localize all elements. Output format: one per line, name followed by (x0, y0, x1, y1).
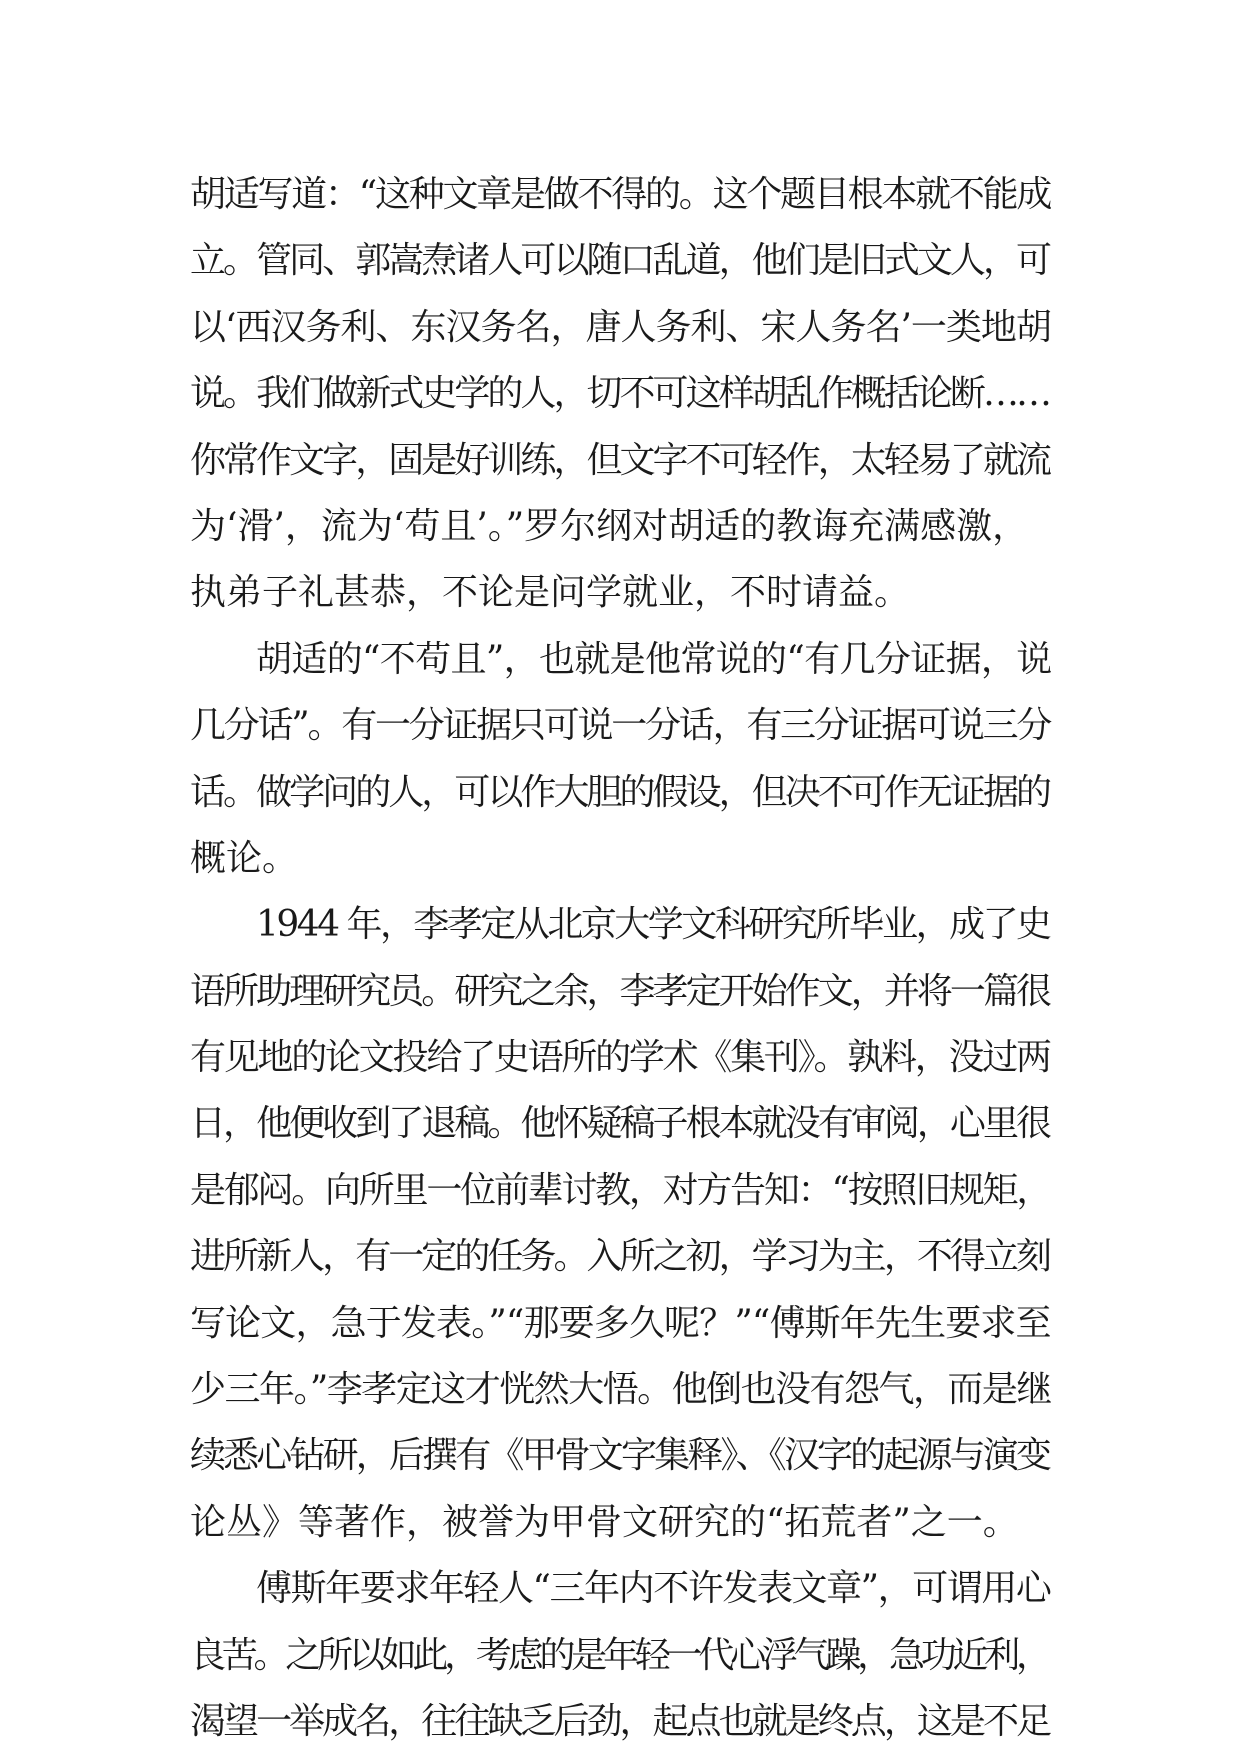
text-line: 渴望一举成名，往往缺乏后劲，起点也就是终点，这是不足 (190, 1700, 1050, 1742)
text-line: 几分话”。有一分证据只可说一分话，有三分证据可说三分 (190, 705, 1051, 747)
text-line: 语所助理研究员。研究之余，李孝定开始作文，并将一篇很 (190, 970, 1050, 1012)
text-line: 续悉心钻研，后撰有《甲骨文字集释》、《汉字的起源与演变 (190, 1435, 1050, 1477)
paragraph-first-line: 1944 年，李孝定从北京大学文科研究所毕业，成了史 (256, 904, 1050, 946)
text-line: 你常作文字，固是好训练，但文字不可轻作，太轻易了就流 (190, 439, 1050, 481)
paragraph-first-line: 傅斯年要求年轻人“三年内不许发表文章”，可谓用心 (256, 1568, 1051, 1610)
text-line: 为‘滑’，流为‘苟且’。”罗尔纲对胡适的教诲充满感激， (190, 505, 1029, 547)
text-line: 以‘西汉务利、东汉务名，唐人务利、宋人务名’一类地胡 (190, 306, 1051, 348)
article-body (190, 162, 1052, 1755)
text-line: 论丛》等著作，被誉为甲骨文研究的“拓荒者”之一。 (190, 1501, 1019, 1543)
text-line: 日，他便收到了退稿。他怀疑稿子根本就没有审阅，心里很 (190, 1103, 1050, 1145)
text-line: 胡适写道：“这种文章是做不得的。这个题目根本就不能成 (190, 174, 1051, 215)
text-line: 执弟子礼甚恭，不论是问学就业，不时请益。 (190, 572, 911, 614)
text-line: 写论文，急于发表。”“那要多久呢？”“傅斯年先生要求至 (190, 1302, 1051, 1344)
text-line: 立。管同、郭嵩焘诸人可以随口乱道，他们是旧式文人，可 (190, 240, 1050, 282)
text-line: 概论。 (190, 837, 299, 879)
text-line: 话。做学问的人，可以作大胆的假设，但决不可作无证据的 (190, 771, 1050, 813)
text-line: 良苦。之所以如此，考虑的是年轻一代心浮气躁，急功近利， (190, 1634, 1048, 1676)
text-line: 少三年。”李孝定这才恍然大悟。他倒也没有怨气，而是继 (190, 1369, 1051, 1411)
text-line: 有见地的论文投给了史语所的学术《集刊》。孰料，没过两 (190, 1037, 1050, 1079)
paragraph-first-line: 胡适的“不苟且”，也就是他常说的“有几分证据，说 (256, 638, 1052, 680)
text-line: 是郁闷。向所里一位前辈讨教，对方告知：“按照旧规矩， (190, 1169, 1051, 1211)
text-line: 说。我们做新式史学的人，切不可这样胡乱作概括论断…… (190, 373, 1050, 415)
text-line: 进所新人，有一定的任务。入所之初，学习为主，不得立刻 (190, 1236, 1050, 1278)
